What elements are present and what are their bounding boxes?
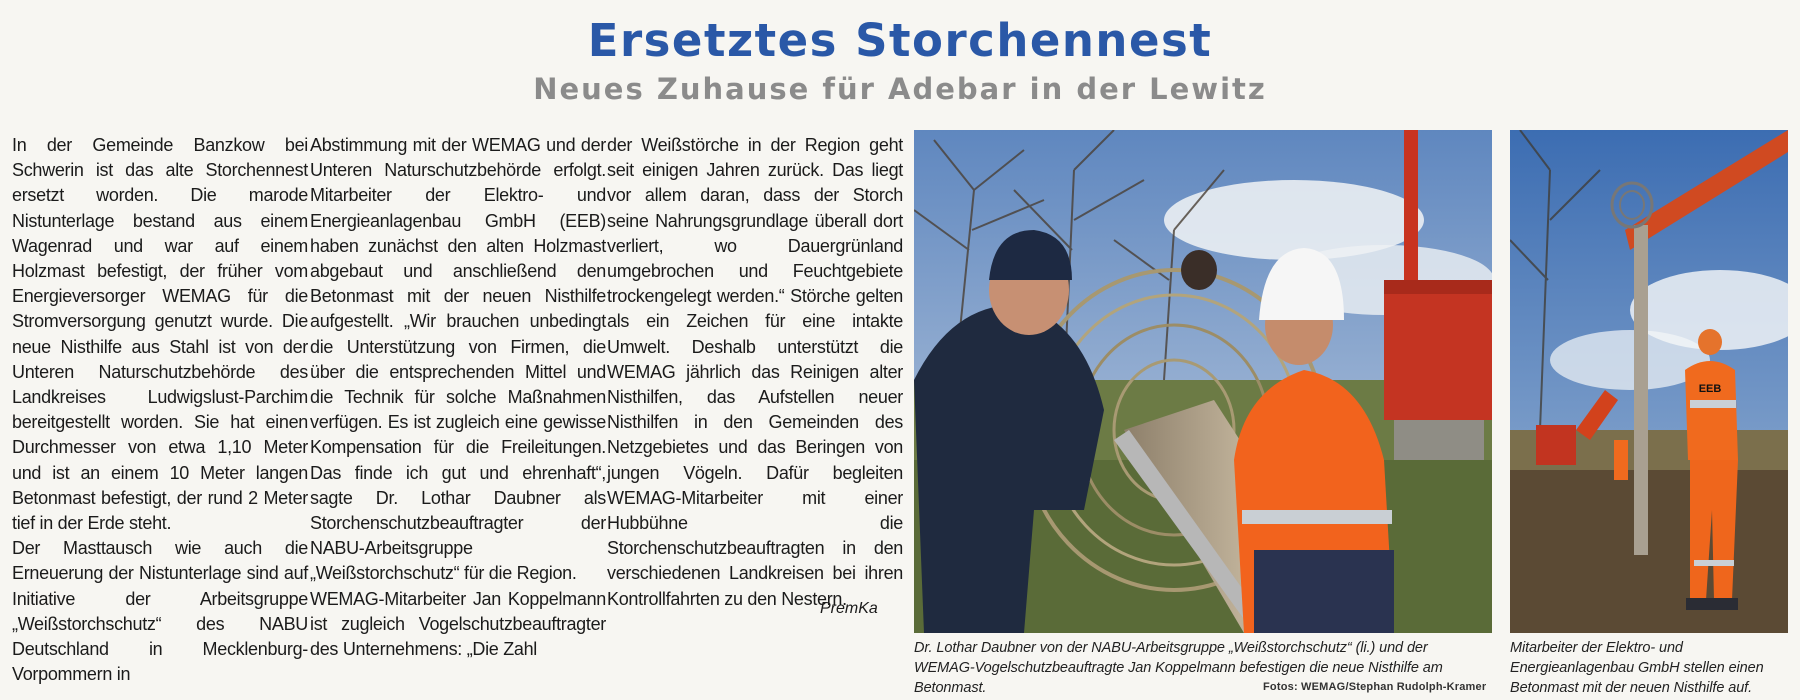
paragraph: Abstimmung mit der WEMAG und der Unteren Naturschutzbehörde erfolgt. Mitarbeiter der Elektro- und Energieanlagenbau GmbH (EEB) haben zunächst den alten Holzmast abgebaut und anschließend den Betonmast mit der neuen Nisthilfe aufgestellt. „Wir brauchen unbedingt die Unterstützung von Firmen, die über die entsprechenden Mittel und die Technik für solche Maßnahmen verfügen. Es ist zugleich eine gewisse Kompensation für die Freileitungen. Das finde ich gut und ehrenhaft“, sagte Dr. Lothar Daubner als Storchenschutzbeauftragter der NABU-Arbeitsgruppe „Weißstorchschutz“ für die Region.	[310, 135, 606, 584]
photo-credit: Fotos: WEMAG/Stephan Rudolph-Kramer	[1263, 681, 1487, 693]
photo-caption-2: Mitarbeiter der Elektro- und Energieanlagenbau GmbH stellen einen Betonmast mit der neuen Nisthilfe auf.	[1510, 640, 1764, 696]
article-column-1	[12, 133, 308, 687]
photo-caption-1: Dr. Lothar Daubner von der NABU-Arbeitsgruppe „Weißstorchschutz“ (li.) und der WEMAG-Vogelschutzbeauftragte Jan Koppelmann befestigen die neue Nisthilfe am Betonmast.	[914, 640, 1443, 696]
author-signature: PremKa	[820, 600, 878, 617]
headline: Ersetztes Storchennest	[587, 14, 1213, 67]
subheadline: Neues Zuhause für Adebar in der Lewitz	[533, 72, 1267, 106]
paragraph: In der Gemeinde Banzkow bei Schwerin ist das alte Storchennest ersetzt worden. Die marode Nistunterlage bestand aus einem Wagenrad und war auf einem Holzmast befestigt, der früher vom Energieversorger WEMAG für die Stromversorgung genutzt wurde. Die neue Nisthilfe aus Stahl ist von der Unteren Naturschutzbehörde des Landkreises Ludwigslust-Parchim bereitgestellt worden. Sie hat einen Durchmesser von etwa 1,10 Meter und ist an einem 10 Meter langen Betonmast befestigt, der rund 2 Meter tief in der Erde steht.	[12, 135, 308, 534]
vest-label: EEB	[1698, 383, 1722, 395]
paragraph: der Weißstörche in der Region geht seit einigen Jahren zurück. Das liegt vor allem daran, dass der Storch seine Nahrungsgrundlage überall dort verliert, wo Dauergrünland umgebrochen und Feuchtgebiete trockengelegt werden.“ Störche gelten als ein Zeichen für eine intakte Umwelt. Deshalb unterstützt die WEMAG jährlich das Reinigen alter Nisthilfen, das Aufstellen neuer Nisthilfen in den Gemeinden des Netzgebietes und das Beringen von jungen Vögeln. Dafür begleiten WEMAG-Mitarbeiter mit einer Hubbühne die Storchenschutzbeauftragten in den verschiedenen Landkreisen bei ihren Kontrollfahrten zu den Nestern.	[607, 135, 903, 609]
paragraph: Der Masttausch wie auch die Erneuerung der Nistunterlage sind auf Initiative der Arbeitsgruppe „Weißstorchschutz“ des NABU Deutschland in Mecklenburg-Vorpommern in	[12, 538, 308, 685]
photo-nest-installation	[914, 130, 1492, 633]
article-column-3	[607, 133, 903, 612]
paragraph: WEMAG-Mitarbeiter Jan Koppelmann ist zugleich Vogelschutzbeauftragter des Unternehmens: „Die Zahl	[310, 588, 606, 660]
photo-mast-installation	[1510, 130, 1788, 633]
article-column-2	[310, 133, 606, 662]
